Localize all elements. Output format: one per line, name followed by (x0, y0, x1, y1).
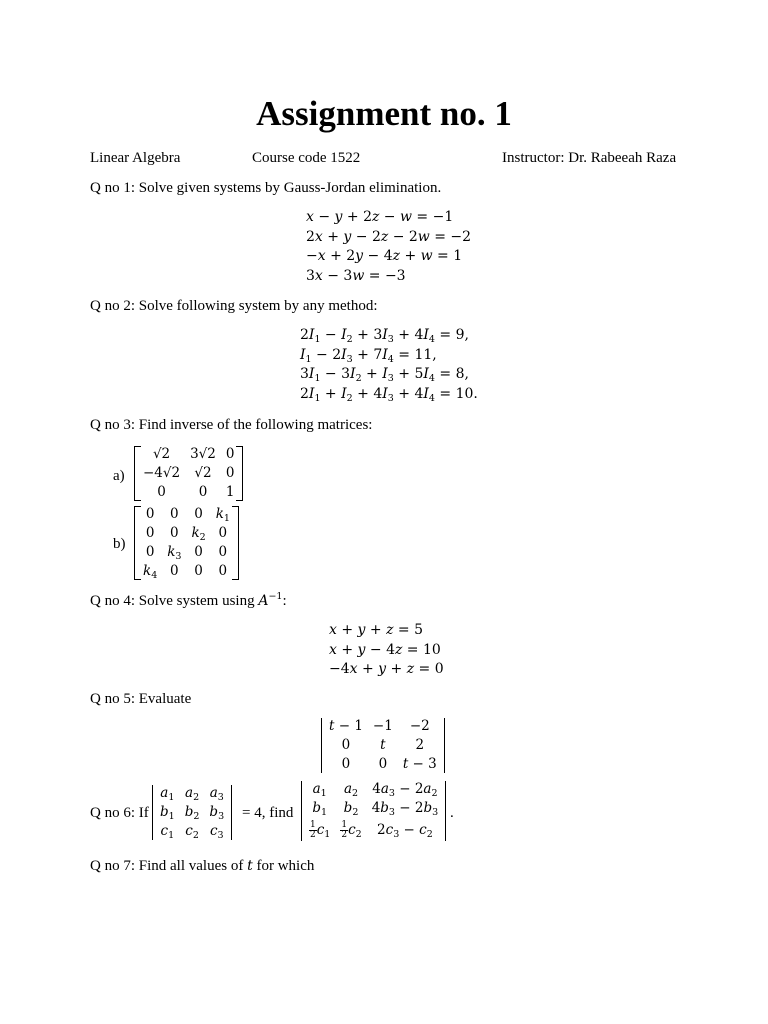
course-name: Linear Algebra (90, 150, 181, 166)
matrix-cell: 0 (198, 484, 208, 500)
matrix-cell: 0 (194, 563, 203, 579)
question-6-prefix: Q no 6: If (90, 805, 149, 821)
matrix-cell: 2𝑐$_3$ − 𝑐$_2$ (377, 821, 433, 840)
q3-matrix-a (134, 445, 243, 507)
question-7-text: Q no 7: Find all values of (90, 858, 248, 874)
matrix-cell: −2 (409, 718, 430, 734)
matrix-cell: 0 (170, 506, 179, 522)
matrix-cell: 4𝑎$_3$ − 2𝑎$_2$ (372, 781, 438, 799)
matrix-cell: 0 (145, 544, 155, 560)
matrix-cell: 0 (218, 563, 228, 579)
matrix-cell: 𝑡 − 3 (402, 756, 437, 772)
matrix-cell: 0 (157, 484, 166, 500)
q4-equation-system (329, 621, 444, 680)
matrix-cell: 𝑏$_1$ (312, 800, 328, 818)
question-3: Q no 3: Find inverse of the following matrices: (90, 417, 373, 433)
matrix-cell: 0 (218, 544, 228, 560)
matrix-cell: 𝑡 (380, 737, 386, 753)
q1-equation: 𝑥 − 𝑦 + 2𝑧 − 𝑤 = −1 (306, 209, 454, 225)
q3-part-a-label: a) (113, 468, 125, 484)
question-6-suffix: . (450, 805, 454, 821)
question-7 (90, 857, 314, 877)
question-2: Q no 2: Solve following system by any method: (90, 298, 378, 314)
matrix-cell: 𝑐$_2$ (185, 823, 199, 841)
matrix-cell: 𝑎$_1$ (160, 785, 175, 803)
q1-equation: 3𝑥 − 3𝑤 = −3 (306, 267, 406, 284)
question-1: Q no 1: Solve given systems by Gauss-Jordan elimination. (90, 180, 442, 196)
question-7-text-end: for which (252, 858, 315, 874)
matrix-cell: 0 (225, 465, 235, 481)
q2-equation: 2𝐼$_1$ + 𝐼$_2$ + 4𝐼$_3$ + 4𝐼$_4$ = 10. (300, 385, 478, 404)
q3-matrix-b (134, 505, 239, 586)
q4-equation: 𝑥 + 𝑦 − 4𝑧 = 10 (329, 641, 441, 658)
matrix-cell: 𝑏$_1$ (160, 804, 175, 822)
matrix-cell: 𝑏$_2$ (343, 800, 359, 818)
q3-part-b-label: b) (113, 536, 126, 552)
matrix-cell: 𝑏$_3$ (209, 804, 225, 822)
matrix-cell: 𝑏$_2$ (184, 804, 200, 822)
matrix-cell: −4√2 (143, 465, 181, 481)
inverse-matrix-symbol: 𝐴$^{-1}$ (258, 591, 283, 609)
variable-t: 𝑡 (247, 858, 253, 874)
matrix-cell: 𝑎$_2$ (185, 785, 200, 803)
matrix-cell: 𝑘$_2$ (191, 525, 206, 543)
matrix-cell: 0 (341, 737, 351, 753)
matrix-cell: 2 (415, 737, 425, 753)
matrix-cell: 𝑎$_3$ (209, 785, 224, 803)
matrix-cell: −1 (372, 718, 393, 734)
q2-equation-system (300, 326, 478, 404)
q6-given-determinant (151, 784, 233, 846)
matrix-cell: 𝑎$_1$ (312, 781, 327, 799)
q4-equation: 𝑥 + 𝑦 + 𝑧 = 5 (329, 622, 423, 638)
question-5: Q no 5: Evaluate (90, 691, 192, 707)
q1-equation: −𝑥 + 2𝑦 − 4𝑧 + 𝑤 = 1 (306, 248, 463, 264)
matrix-cell: 0 (341, 756, 351, 772)
instructor: Instructor: Dr. Rabeeah Raza (502, 150, 677, 166)
q6-target-determinant (300, 780, 447, 847)
matrix-cell: 0 (194, 506, 203, 522)
question-4: Q no 4: Solve system using 𝐴$^{-1}$: (90, 591, 287, 609)
q2-equation: 𝐼$_1$ − 2𝐼$_3$ + 7𝐼$_4$ = 11, (300, 346, 437, 365)
matrix-cell: 0 (194, 544, 203, 560)
matrix-cell: 𝑡 − 1 (329, 718, 363, 734)
matrix-cell: 𝑘$_1$ (215, 506, 230, 524)
q1-equation-system (306, 208, 471, 286)
matrix-cell: √2 (152, 446, 171, 462)
course-code: Course code 1522 (252, 150, 361, 166)
matrix-cell: 𝑐$_1$ (160, 823, 175, 841)
page-title: Assignment no. 1 (256, 94, 512, 133)
question-4-text: Q no 4: Solve system using (90, 593, 259, 609)
matrix-cell: $\frac{1}{2}$ 𝑐$_1$ (310, 819, 331, 840)
matrix-cell: 𝑎$_2$ (343, 781, 359, 799)
matrix-cell: 𝑘$_4$ (143, 563, 158, 581)
matrix-cell: 0 (170, 563, 179, 579)
matrix-cell: 0 (225, 446, 235, 462)
q4-equation: −4𝑥 + 𝑦 + 𝑧 = 0 (329, 661, 444, 677)
matrix-cell: 4𝑏$_3$ − 2𝑏$_3$ (371, 800, 439, 818)
q1-equation: 2𝑥 + 𝑦 − 2𝑧 − 2𝑤 = −2 (306, 228, 472, 245)
matrix-cell: 0 (218, 525, 228, 541)
fraction: $\frac{1}{2}$ (310, 819, 316, 840)
matrix-cell: 1 (225, 484, 235, 500)
matrix-cell: $\frac{1}{2}$ 𝑐$_2$ (341, 819, 362, 840)
matrix-cell: √2 (194, 465, 212, 481)
q5-determinant (320, 717, 446, 779)
matrix-cell: 0 (145, 525, 155, 541)
question-6-middle: = 4, find (242, 805, 294, 821)
q2-equation: 3𝐼$_1$ − 3𝐼$_2$ + 𝐼$_3$ + 5𝐼$_4$ = 8, (300, 366, 469, 384)
matrix-cell: 0 (378, 756, 388, 772)
matrix-cell: 𝑐$_3$ (209, 823, 224, 841)
matrix-cell: 0 (145, 506, 155, 522)
matrix-cell: 𝑘$_3$ (167, 544, 182, 562)
q2-equation: 2𝐼$_1$ − 𝐼$_2$ + 3𝐼$_3$ + 4𝐼$_4$ = 9, (300, 327, 469, 345)
matrix-cell: 0 (170, 525, 179, 541)
matrix-cell: 3√2 (190, 446, 216, 462)
fraction: $\frac{1}{2}$ (341, 819, 348, 840)
